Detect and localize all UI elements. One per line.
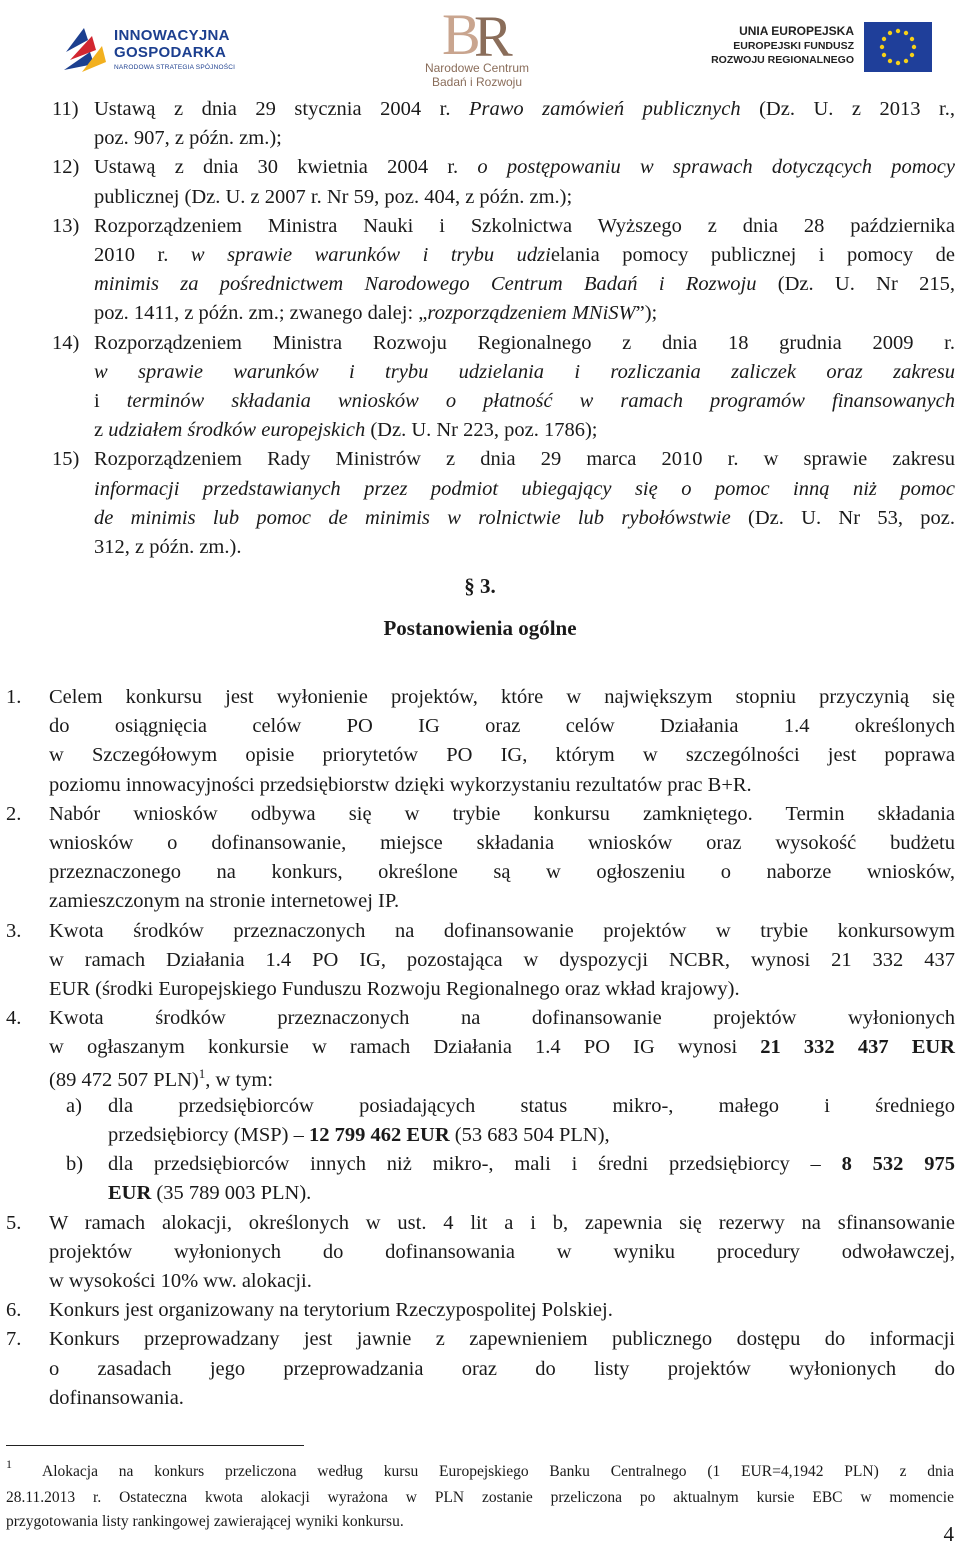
list-item-line: projektów wyłonionych do dofinansowania w wyniku procedury odwoławczej, [49,1240,955,1263]
footnote-line: przygotowania listy rankingowej zawierającej wyniki konkursu. [6,1513,404,1530]
list-item-line: przedsiębiorcy (MSP) ‒ 12 799 462 EUR (53 683 504 PLN), [108,1124,610,1146]
list-item-line: dla przedsiębiorców innych niż mikro-, mali i średni przedsiębiorcy ‒ 8 532 975 [108,1153,955,1176]
list-item-line: dla przedsiębiorców posiadających status mikro-, małego i średniego [108,1094,955,1117]
logo-ue-line2: EUROPEJSKI FUNDUSZ [733,40,854,52]
section-number: § 3. [464,574,496,598]
list-item-line: w wysokości 10% ww. alokacji. [49,1270,312,1292]
list-item-line: Nabór wniosków odbywa się w trybie konkursu zamkniętego. Termin składania [49,802,955,825]
list-item-line: Konkurs jest organizowany na terytorium Rzeczypospolitej Polskiej. [49,1299,613,1322]
list-item-line: poz. 1411, z późn. zm.; zwanego dalej: „rozporządzeniem MNiSW”); [94,302,658,325]
list-item-number: 12) [52,156,80,179]
list-item-number: 3. [6,919,22,942]
list-item-line: w sprawie warunków i trybu udzielania i rozliczania zaliczek oraz zakresu [94,360,955,383]
list-item-line: w Szczegółowym opisie priorytetów PO IG, którym w szczególności jest poprawa [49,744,955,767]
list-item-line: Konkurs przeprowadzany jest jawnie z zapewnieniem publicznego dostępu do informacji [49,1328,955,1351]
list-item-number: 5. [6,1211,22,1234]
list-item-line: dofinansowania. [49,1386,184,1409]
innowacyjna-gospodarka-logo [62,18,242,80]
list-item-line: Rozporządzeniem Rady Ministrów z dnia 29 marca 2010 r. w sprawie zakresu [94,448,955,471]
logo-ue-line1: UNIA EUROPEJSKA [739,24,854,38]
list-item-line: Celem konkursu jest wyłonienie projektów, które w największym stopniu przyczynią się [49,686,955,708]
list-item-line: i terminów składania wniosków o płatność w ramach programów finansowanych [94,390,955,412]
list-item-line: wniosków o dofinansowanie, miejsce składania wniosków oraz wysokość budżetu [49,832,955,854]
list-item-line: EUR (środki Europejskiego Funduszu Rozwoju Regionalnego oraz wkład krajowy). [49,978,740,1000]
list-item-line: poz. 907, z późn. zm.); [94,127,282,150]
ncbr-logo [412,4,542,94]
list-item-line: informacji przedstawianych przez podmiot ubiegający się o pomoc inną niż pomoc [94,477,955,500]
list-item-number: 4. [6,1007,22,1030]
ncbr-br-monogram-icon [438,4,518,60]
list-item-line: przeznaczonego na konkurs, określone są w ogłoszeniu o naborze wniosków, [49,861,955,884]
list-item-line: Rozporządzeniem Ministra Nauki i Szkolnictwa Wyższego z dnia 28 października [94,214,955,237]
page-header [0,0,960,96]
list-item-number: 2. [6,802,22,825]
list-item-number: a) [66,1094,82,1117]
logo-ue-line3: ROZWOJU REGIONALNEGO [711,54,854,66]
list-item-line: 312, z późn. zm.). [94,536,242,558]
list-item-number: 14) [52,331,80,354]
list-item-number: b) [66,1153,84,1176]
list-item-line: Rozporządzeniem Ministra Rozwoju Regionalnego z dnia 18 grudnia 2009 r. [94,331,955,354]
list-item-number: 13) [52,214,80,237]
logo-ncbr-line2: Badań i Rozwoju [431,75,523,89]
list-item-line: publicznej (Dz. U. z 2007 r. Nr 59, poz. 404, z późn. zm.); [94,185,573,208]
list-item-line: Ustawą z dnia 29 stycznia 2004 r. Prawo zamówień publicznych (Dz. U. z 2013 r., [94,98,955,120]
list-item-line: minimis za pośrednictwem Narodowego Centrum Badań i Rozwoju (Dz. U. Nr 215, [94,273,955,296]
eu-fund-logo [684,22,934,78]
footnote-line: 28.11.2013 r. Ostateczna kwota alokacji wyrażona w PLN zostanie przeliczona po aktualnym kursie EBC w momencie [6,1489,954,1506]
logo-ig-line2: GOSPODARKA [114,44,227,61]
list-item-line: EUR (35 789 003 PLN). [108,1182,312,1205]
list-item-line: de minimis lub pomoc de minimis w rolnictwie lub rybołówstwie (Dz. U. Nr 53, poz. [94,506,955,529]
footnote-marker: 1 [6,1457,12,1471]
ig-arrows-icon [62,22,108,74]
logo-ig-line3: NARODOWA STRATEGIA SPÓJNOŚCI [114,64,236,71]
eu-flag-icon [864,22,932,72]
page-number: 4 [943,1522,954,1546]
logo-ncbr-line1: Narodowe Centrum [424,61,530,75]
list-item-line: w ramach Działania 1.4 PO IG, pozostająca w dyspozycji NCBR, wynosi 21 332 437 [49,948,955,971]
list-item-number: 6. [6,1299,22,1322]
svg-text:R: R [474,4,513,60]
list-item-line: Kwota środków przeznaczonych na dofinansowanie projektów wyłonionych [49,1007,955,1030]
logo-ig-line1: INNOWACYJNA [114,27,230,44]
list-item-number: 11) [52,98,79,120]
list-item-line: zamieszczonym na stronie internetowej IP. [49,890,400,913]
footnote-separator [6,1445,304,1446]
list-item-line: W ramach alokacji, określonych w ust. 4 lit a i b, zapewnia się rezerwy na sfinansowanie [49,1211,955,1234]
list-item-line: o zasadach jego przeprowadzania oraz do listy projektów wyłonionych do [49,1357,955,1380]
list-item-line: poziomu innowacyjności przedsiębiorstw dzięki wykorzystaniu rezultatów prac B+R. [49,773,752,796]
list-item-line: Kwota środków przeznaczonych na dofinansowanie projektów w trybie konkursowym [49,919,955,942]
section-title: Postanowienia ogólne [383,616,577,640]
list-item-line: w ogłaszanym konkursie w ramach Działania 1.4 PO IG wynosi 21 332 437 EUR [49,1036,955,1059]
list-item-line: 2010 r. w sprawie warunków i trybu udzielania pomocy publicznej i pomocy de [94,244,955,266]
footnote-line: Alokacja na konkurs przeliczona według kursu Europejskiego Banku Centralnego (1 EUR=4,1942 PLN) z dnia [42,1463,954,1480]
list-item-line: Ustawą z dnia 30 kwietnia 2004 r. o postępowaniu w sprawach dotyczących pomocy [94,156,955,179]
svg-text:B: B [442,4,481,60]
list-item-line: do osiągnięcia celów PO IG oraz celów Działania 1.4 określonych [49,715,955,738]
list-item-number: 7. [6,1328,22,1351]
list-item-line: z udziałem środków europejskich (Dz. U. Nr 223, poz. 1786); [94,419,598,442]
list-item-line: (89 472 507 PLN)$^1$, w tym: [49,1065,274,1091]
list-item-number: 1. [6,686,22,708]
list-item-number: 15) [52,448,80,471]
